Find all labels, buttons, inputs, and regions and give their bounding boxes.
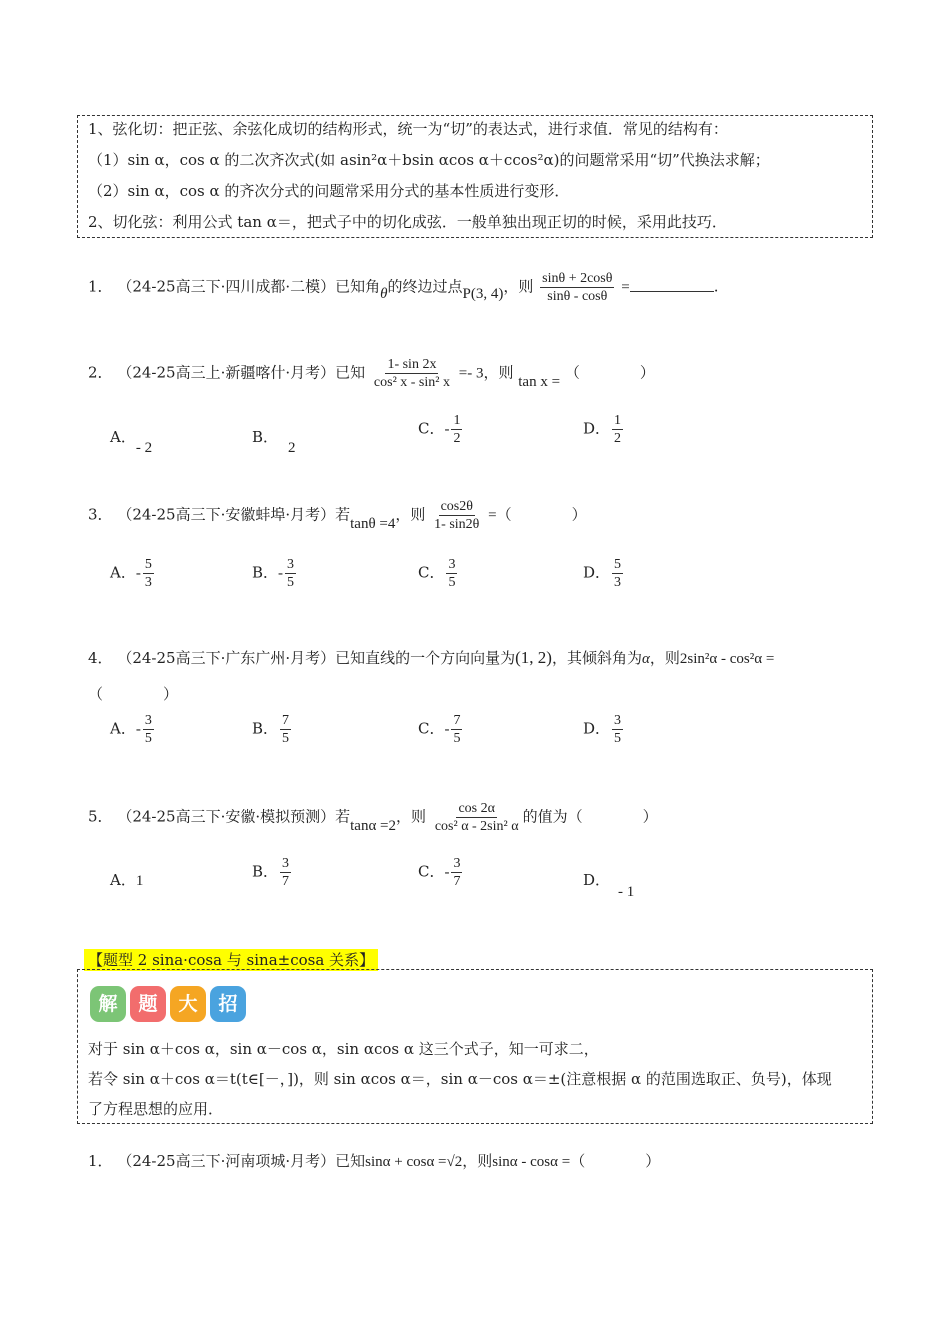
section-2-line-2: 若令 sin α＋cos α＝t(t∈[－，])，则 sin αcos α＝，sin α－cos α＝±(注意根据 α 的范围选取正、负号)，体现 [88, 1070, 832, 1088]
option-fraction: $\frac{3}{5}$ [614, 713, 622, 746]
option-label: C． [418, 563, 445, 582]
question-number: 4． [88, 649, 113, 667]
question-source: （24-25高三下·广东广州·月考） [117, 649, 336, 667]
badge-char: 大 [170, 986, 206, 1022]
stem-text: ，其倾斜角为 [551, 649, 642, 667]
solution-tips-badge [90, 986, 250, 1022]
question-3 [88, 498, 587, 533]
expression-fraction: $\frac{\cos 2\theta}{1- \sin 2\theta}$ [434, 499, 480, 532]
badge-char: 解 [90, 986, 126, 1022]
option-fraction: $\frac{7}{5}$ [282, 713, 290, 746]
option-value: 2 [288, 440, 296, 456]
option-label: D． [583, 419, 611, 438]
option-d[interactable] [583, 556, 625, 591]
option-fraction: $\frac{1}{2}$ [614, 413, 622, 446]
equation-value: =- 3 [458, 365, 484, 382]
tip-line-2: （1）sin α，cos α 的二次齐次式(如 asin²α＋bsin αcos α＋ccos²α)的问题常采用“切”代换法求解； [88, 151, 770, 169]
option-fraction: $\frac{3}{7}$ [282, 856, 290, 889]
option-label: C． [418, 862, 445, 881]
stem-text: 的终边过点 [387, 277, 463, 296]
option-fraction: $\frac{1}{2}$ [453, 413, 461, 446]
question-number: 2． [88, 363, 113, 382]
option-label: D． [583, 871, 611, 889]
stem-text: 已知直线的一个方向向量为 [335, 649, 516, 667]
answer-paren[interactable]: （ ） [564, 363, 655, 382]
question-source: （24-25高三下·安徽蚌埠·月考） [117, 505, 336, 524]
option-label: C． [418, 719, 445, 738]
option-fraction: $\frac{3}{5}$ [448, 557, 456, 590]
stem-text: 已知角 [335, 277, 381, 296]
stem-text: 已知 [335, 363, 366, 382]
option-label: B． [252, 719, 279, 738]
tip-line-4: 2、切化弦：利用公式 tan α＝，把式子中的切化成弦．一般单独出现正切的时候，采用此技巧． [88, 213, 727, 231]
stem-text: ，则 [395, 505, 426, 524]
answer-paren[interactable]: （ ） [496, 505, 587, 524]
option-label: B． [252, 862, 279, 881]
option-a[interactable] [110, 556, 156, 591]
expression-fraction: $\frac{1- \sin 2x}{\text{cos² x - sin² x}}$ [373, 357, 450, 390]
stem-text: ，则 [503, 277, 534, 296]
stem-text: . [713, 277, 719, 296]
condition-expr: sinα + cosα =√2 [365, 1154, 463, 1170]
option-sign: - [278, 565, 284, 582]
question-1 [88, 270, 719, 305]
tip-line-3: （2）sin α，cos α 的齐次分式的问题常采用分式的基本性质进行变形． [88, 182, 570, 200]
section-2-line-3: 了方程思想的应用． [88, 1100, 224, 1118]
option-label: A． [110, 871, 136, 889]
option-fraction: $\frac{5}{3}$ [144, 557, 152, 590]
answer-blank[interactable] [630, 277, 714, 292]
point-expr: P(3, 4) [462, 285, 504, 302]
equals-sign: = [488, 507, 497, 524]
option-label: D． [583, 719, 611, 738]
badge-char: 招 [210, 986, 246, 1022]
option-label: C． [418, 419, 445, 438]
question-source: （24-25高三下·河南项城·月考） [117, 1152, 336, 1170]
math-var: α [641, 651, 650, 667]
stem-text: 若 [335, 505, 351, 524]
section-2-question-1 [88, 1150, 660, 1171]
option-b[interactable] [252, 556, 298, 591]
question-5 [88, 800, 658, 835]
option-label: A． [110, 563, 136, 582]
math-var: θ [380, 285, 388, 302]
option-value: - 1 [618, 884, 635, 900]
expression-fraction: $\frac{\cos 2\alpha}{\text{cos² α - 2sin² α}}$ [434, 801, 519, 834]
option-sign: - [135, 565, 141, 582]
target-expr: sinα - cosα = [492, 1154, 571, 1170]
question-number: 5． [88, 807, 113, 826]
condition-expr: tanθ =4 [350, 515, 396, 532]
option-c[interactable] [418, 855, 464, 890]
stem-text: ，则 [462, 1152, 493, 1170]
option-sign: - [444, 864, 450, 881]
option-fraction: $\frac{3}{7}$ [453, 856, 461, 889]
condition-expr: tanα =2 [350, 817, 397, 834]
option-value: - 2 [135, 440, 153, 456]
option-sign: - [444, 721, 450, 738]
tip-line-1: 1、弦化切：把正弦、余弦化成切的结构形式，统一为“切”的表达式，进行求值．常见的结构有： [88, 120, 728, 138]
option-label: D． [583, 563, 611, 582]
stem-text: ，则 [649, 649, 680, 667]
option-a[interactable] [110, 869, 143, 890]
question-source: （24-25高三下·安徽·模拟预测） [117, 807, 336, 826]
option-label: A． [110, 428, 136, 446]
option-label: B． [252, 563, 279, 582]
stem-text: 的值为 [522, 807, 568, 826]
stem-text: 若 [335, 807, 351, 826]
answer-paren[interactable]: （ ） [570, 1152, 661, 1170]
question-number: 3． [88, 505, 113, 524]
target-expr: 2sin²α - cos²α = [679, 651, 775, 667]
option-b[interactable] [252, 712, 293, 747]
expression-fraction: $\frac{\sin\theta + 2\cos\theta}{\sin\theta - \cos\theta}$ [542, 271, 613, 304]
option-c[interactable] [418, 712, 464, 747]
option-d[interactable] [583, 712, 625, 747]
section-2-line-1: 对于 sin α＋cos α，sin α－cos α，sin αcos α 这三个式子，知一可求二， [88, 1040, 599, 1058]
question-number: 1． [88, 1152, 113, 1170]
option-b[interactable] [252, 855, 293, 890]
option-fraction: $\frac{5}{3}$ [614, 557, 622, 590]
answer-paren[interactable]: （ ） [88, 685, 179, 703]
option-d[interactable] [583, 412, 625, 447]
option-fraction: $\frac{3}{5}$ [144, 713, 152, 746]
option-c[interactable] [418, 412, 464, 447]
option-label: A． [110, 719, 136, 738]
option-fraction: $\frac{3}{5}$ [287, 557, 295, 590]
target-expr: tan x = [518, 373, 561, 390]
stem-text: ，则 [396, 807, 427, 826]
option-a[interactable] [110, 426, 153, 456]
question-source: （24-25高三下·四川成都·二模） [117, 277, 336, 296]
option-d[interactable] [583, 869, 635, 900]
option-label: B． [252, 428, 279, 446]
option-sign: - [135, 721, 141, 738]
vector-expr: (1, 2) [515, 648, 552, 667]
equals-sign: = [621, 279, 630, 296]
option-value: 1 [135, 873, 144, 889]
option-c[interactable] [418, 556, 459, 591]
question-source: （24-25高三上·新疆喀什·月考） [117, 363, 336, 382]
answer-paren[interactable]: （ ） [567, 807, 658, 826]
stem-text: ，则 [483, 363, 514, 382]
option-a[interactable] [110, 712, 156, 747]
question-number: 1． [88, 277, 113, 296]
stem-text: 已知 [335, 1152, 366, 1170]
question-4 [88, 647, 774, 668]
option-b[interactable] [252, 426, 296, 456]
badge-char: 题 [130, 986, 166, 1022]
question-2 [88, 356, 655, 391]
option-fraction: $\frac{7}{5}$ [453, 713, 461, 746]
option-sign: - [444, 421, 450, 438]
section-2-title: 【题型 2 sina·cosa 与 sina±cosa 关系】 [84, 949, 378, 971]
